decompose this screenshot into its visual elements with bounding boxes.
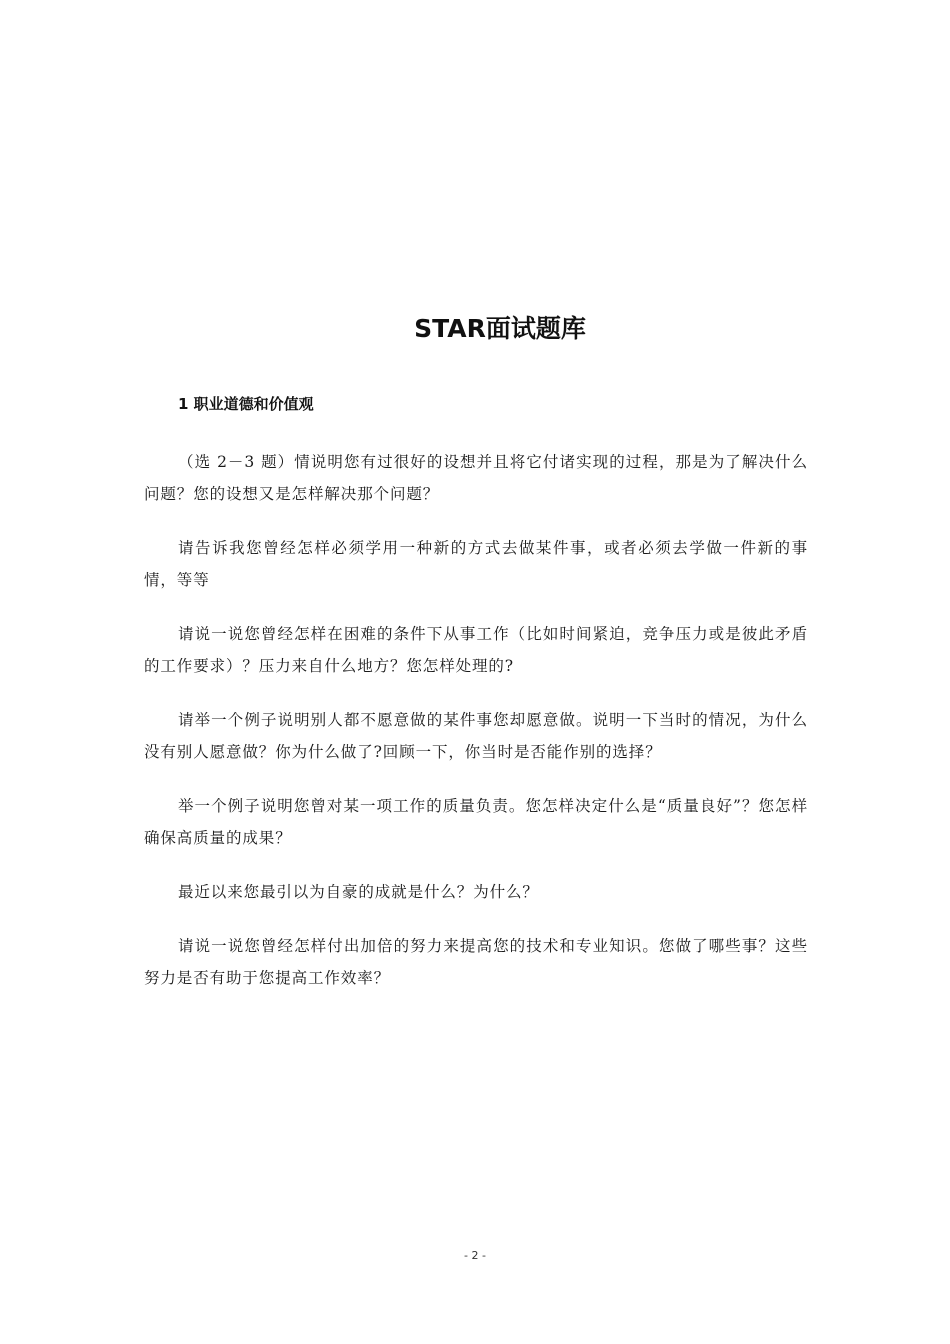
question-item: 请举一个例子说明别人都不愿意做的某件事您却愿意做。说明一下当时的情况，为什么没有别人愿意做？你为什么做了?回顾一下，你当时是否能作别的选择？ xyxy=(144,711,808,761)
question-item: 请说一说您曾经怎样付出加倍的努力来提高您的技术和专业知识。您做了哪些事？这些努力是否有助于您提高工作效率？ xyxy=(144,937,808,987)
question-item: 请告诉我您曾经怎样必须学用一种新的方式去做某件事，或者必须去学做一件新的事情，等等 xyxy=(144,539,808,589)
question-list xyxy=(144,446,808,1016)
page-number: - 2 - xyxy=(464,1249,486,1262)
question-item: 请说一说您曾经怎样在困难的条件下从事工作（比如时间紧迫，竞争压力或是彼此矛盾的工作要求）？压力来自什么地方？您怎样处理的? xyxy=(144,625,808,675)
question-item: 举一个例子说明您曾对某一项工作的质量负责。您怎样决定什么是“质量良好”？您怎样确保高质量的成果？ xyxy=(144,797,808,847)
question-item: （选 2－3 题）情说明您有过很好的设想并且将它付诸实现的过程，那是为了解决什么问题？您的设想又是怎样解决那个问题？ xyxy=(144,453,808,503)
question-item: 最近以来您最引以为自豪的成就是什么？为什么？ xyxy=(178,883,539,901)
section-heading: 1 职业道德和价值观 xyxy=(178,395,314,413)
page-title: STAR面试题库 xyxy=(414,314,586,343)
